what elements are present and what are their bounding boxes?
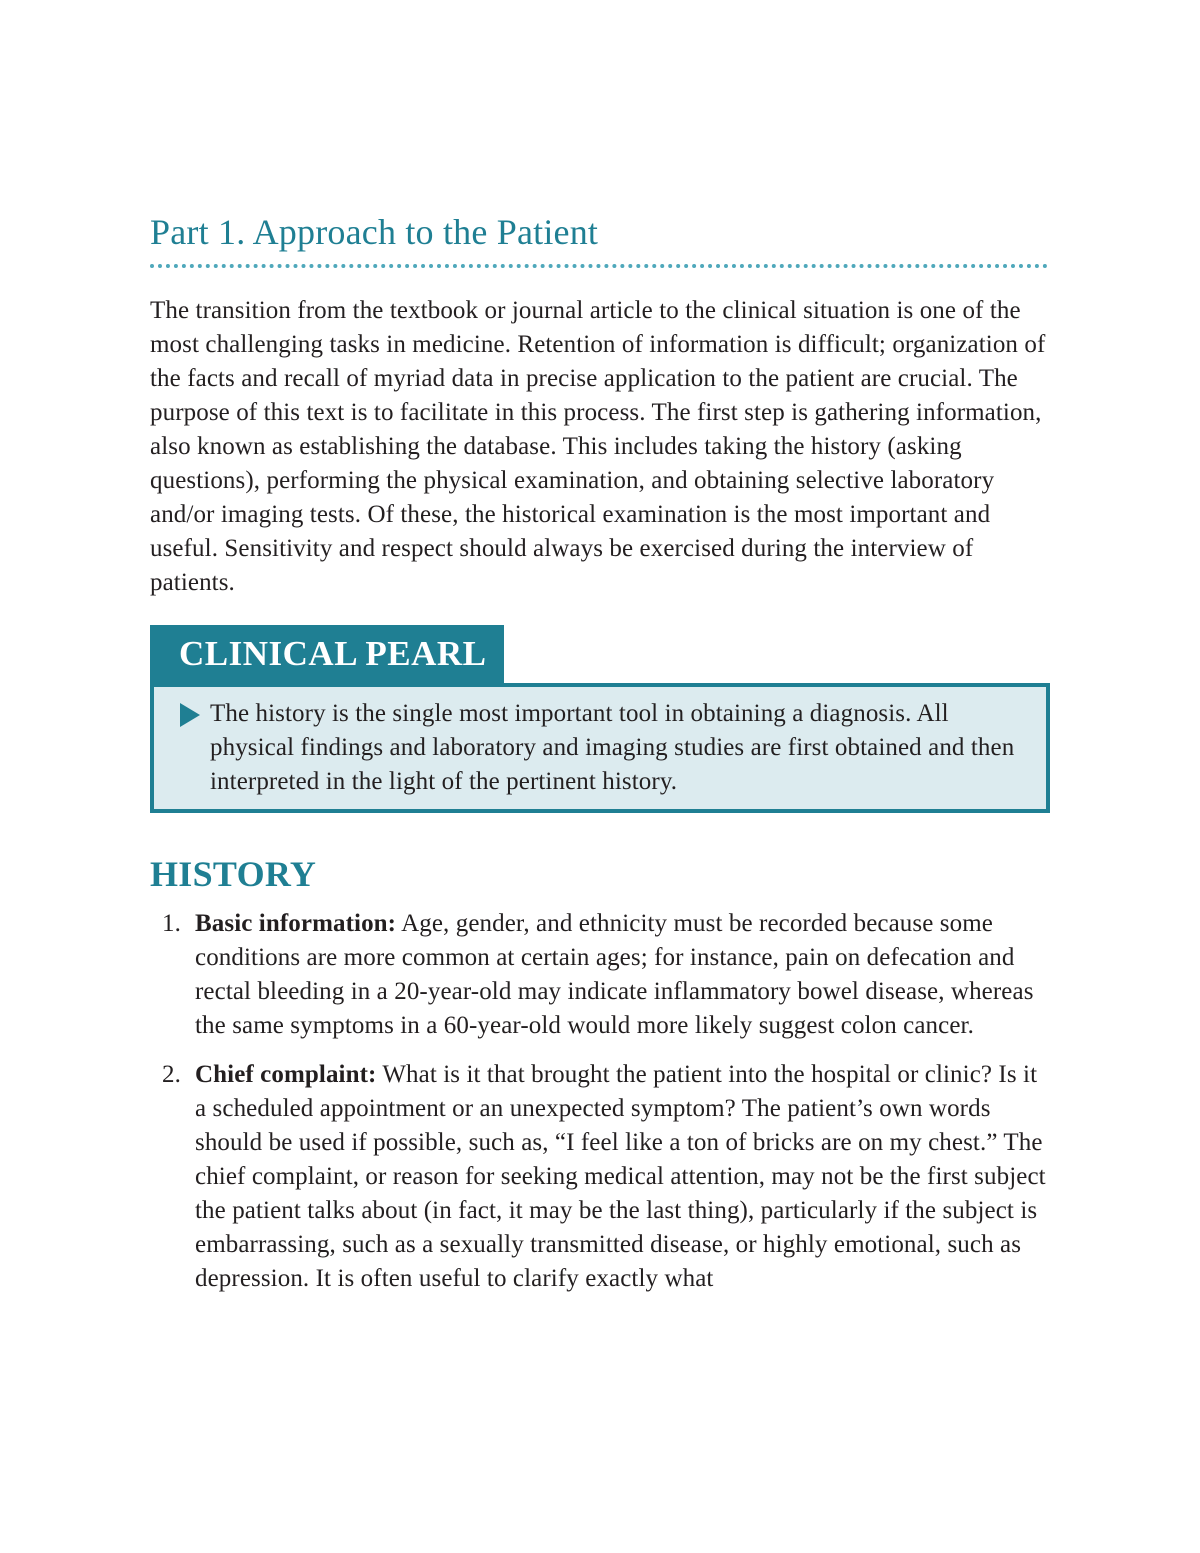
history-heading: HISTORY — [150, 854, 317, 894]
list-item — [150, 1058, 1050, 1296]
clinical-pearl-box — [150, 683, 1050, 813]
list-item-number: 1. — [162, 910, 181, 937]
page-content — [150, 208, 1050, 1296]
clinical-pearl — [150, 625, 1050, 813]
part-title: Part 1. Approach to the Patient — [150, 212, 599, 252]
clinical-pearl-text: The history is the single most important tool in obtaining a diagnosis. All physical findings and laboratory and imaging studies are first obtained and then interpreted in the light of the pertinent history. — [210, 700, 1015, 795]
list-item-text: What is it that brought the patient into the hospital or clinic? Is it a scheduled appointment or an unexpected symptom? The patient’s own words should be used if possible, such as, “I feel like a ton of bricks are on my chest.” The chief complaint, or reason for seeking medical attention, may not be the first subject the patient talks about (in fact, it may be the last thing), particularly if the subject is embarrassing, such as a sexually transmitted disease, or highly emotional, such as depression. It is often useful to clarify exactly what — [195, 1061, 1046, 1292]
list-item-text: Age, gender, and ethnicity must be recorded because some conditions are more common at certain ages; for instance, pain on defecation and rectal bleeding in a 20-year-old may indicate inflammatory bowel disease, whereas the same symptoms in a 60-year-old would more likely suggest colon cancer. — [195, 910, 1034, 1039]
list-item-term: Basic information: — [195, 910, 397, 937]
list-item-number: 2. — [162, 1061, 181, 1088]
clinical-pearl-label: CLINICAL PEARL — [150, 625, 504, 683]
history-list — [150, 907, 1050, 1296]
list-item — [150, 907, 1050, 1043]
intro-paragraph: The transition from the textbook or journal article to the clinical situation is one of the most challenging tasks in medicine. Retention of information is difficult; organization of the facts and recall of myriad data in precise application to the patient are crucial. The purpose of this text is to facilitate in this process. The first step is gathering information, also known as establishing the database. This includes taking the history (asking questions), performing the physical examination, and obtaining selective laboratory and/or imaging tests. Of these, the historical examination is the most important and useful. Sensitivity and respect should always be exercised during the interview of patients. — [150, 297, 1046, 596]
triangle-bullet-icon — [180, 703, 200, 727]
list-item-term: Chief complaint: — [195, 1061, 377, 1088]
title-dotted-rule — [150, 264, 1048, 268]
